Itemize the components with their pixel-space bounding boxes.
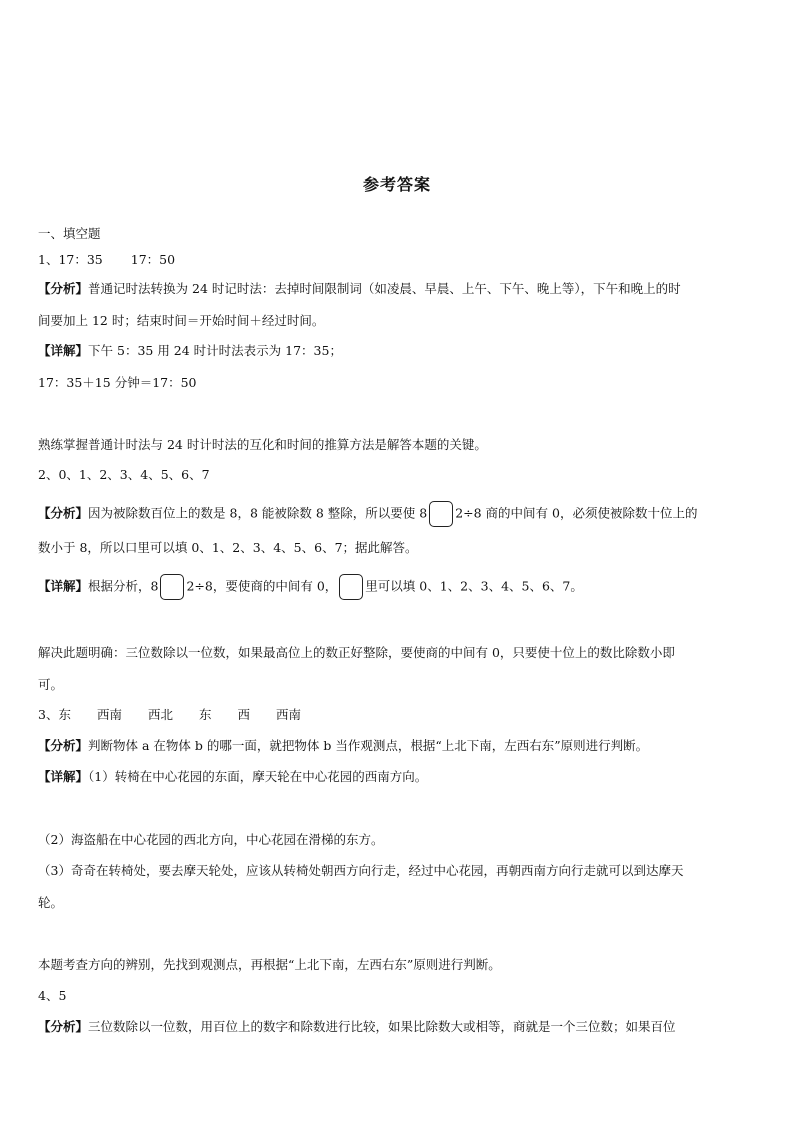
q1-analysis-text: 普通记时法转换为 24 时记时法：去掉时间限制词（如凌晨、早晨、上午、下午、晚上等），下午和晚上的时: [88, 281, 681, 296]
q1-detail-cont: 17：35＋15 分钟＝17：50: [38, 375, 197, 390]
section-heading: 一、填空题: [38, 226, 101, 241]
q3-analysis-tag: 【分析】: [38, 738, 89, 753]
q2-analysis-text-a: 因为被除数百位上的数是 8，8 能被除数 8 整除，所以要使 8: [88, 505, 428, 521]
q3-answer-number: 3、: [38, 707, 59, 722]
q4-analysis: [38, 1017, 676, 1037]
q4-analysis-tag: 【分析】: [38, 1019, 89, 1034]
q1-detail: [38, 341, 342, 361]
q3-analysis: [38, 736, 648, 756]
q3-detail: [38, 767, 427, 787]
q2-detail: [38, 574, 583, 600]
q1-detail-text: 下午 5：35 用 24 时计时法表示为 17：35；: [88, 343, 342, 358]
q3-answer-4: 东: [199, 707, 212, 722]
q2-blank-box: [160, 574, 184, 600]
q1-summary: 熟练掌握普通计时法与 24 时计时法的互化和时间的推算方法是解答本题的关键。: [38, 437, 487, 452]
q3-summary: 本题考查方向的辨别，先找到观测点，再根据“上北下南，左西右东”原则进行判断。: [38, 957, 501, 972]
q2-detail-text-b: 2÷8，要使商的中间有 0，: [186, 578, 338, 594]
q1-detail-tag: 【详解】: [38, 343, 89, 358]
q1-answer-number: 1、: [38, 252, 59, 267]
q2-analysis-tag: 【分析】: [38, 505, 89, 521]
q1-answer: [38, 250, 175, 270]
q1-analysis: [38, 279, 681, 299]
q3-detail-3: （3）奇奇在转椅处，要去摩天轮处，应该从转椅处朝西方向行走，经过中心花园，再朝西南方向行走就可以到达摩天: [38, 863, 684, 878]
q2-analysis-cont: 数小于 8，所以口里可以填 0、1、2、3、4、5、6、7；据此解答。: [38, 540, 418, 555]
q3-answer-2: 西南: [96, 707, 122, 722]
q3-detail-text: （1）转椅在中心花园的东面，摩天轮在中心花园的西南方向。: [88, 769, 428, 784]
q2-blank-box: [429, 501, 453, 527]
q3-answer-6: 西南: [276, 707, 302, 722]
page-title: 参考答案: [362, 175, 431, 194]
q2-analysis-text-b: 2÷8 商的中间有 0，必须使被除数十位上的: [455, 505, 698, 521]
q1-answer-b: 17：50: [130, 252, 176, 267]
q1-analysis-cont: 间要加上 12 时；结束时间＝开始时间＋经过时间。: [38, 313, 325, 328]
q3-detail-3-cont: 轮。: [38, 895, 64, 910]
q3-answer-1: 东: [58, 707, 71, 722]
q3-detail-2: （2）海盗船在中心花园的西北方向，中心花园在滑梯的东方。: [38, 832, 384, 847]
q3-answer-3: 西北: [147, 707, 173, 722]
q4-analysis-text: 三位数除以一位数，用百位上的数字和除数进行比较，如果比除数大或相等，商就是一个三位数；如果百位: [88, 1019, 676, 1034]
q3-answer-5: 西: [237, 707, 251, 722]
q2-detail-tag: 【详解】: [38, 578, 89, 594]
q3-answer: [38, 705, 327, 725]
q2-detail-text-a: 根据分析，8: [88, 578, 159, 594]
q2-analysis: [38, 501, 697, 527]
q1-analysis-tag: 【分析】: [38, 281, 89, 296]
q2-answer: 2、0、1、2、3、4、5、6、7: [38, 467, 210, 482]
q4-answer: 4、5: [38, 988, 67, 1003]
q2-summary-cont: 可。: [38, 677, 64, 692]
q2-summary: 解决此题明确：三位数除以一位数，如果最高位上的数正好整除，要使商的中间有 0，只要使十位上的数比除数小即: [38, 645, 675, 660]
q1-answer-a: 17：35: [58, 252, 103, 267]
q2-blank-box: [339, 574, 363, 600]
q3-analysis-text: 判断物体 a 在物体 b 的哪一面，就把物体 b 当作观测点，根据“上北下南，左西右东”原则进行判断。: [88, 738, 649, 753]
q2-detail-text-c: 里可以填 0、1、2、3、4、5、6、7。: [365, 578, 583, 594]
q3-detail-tag: 【详解】: [38, 769, 89, 784]
